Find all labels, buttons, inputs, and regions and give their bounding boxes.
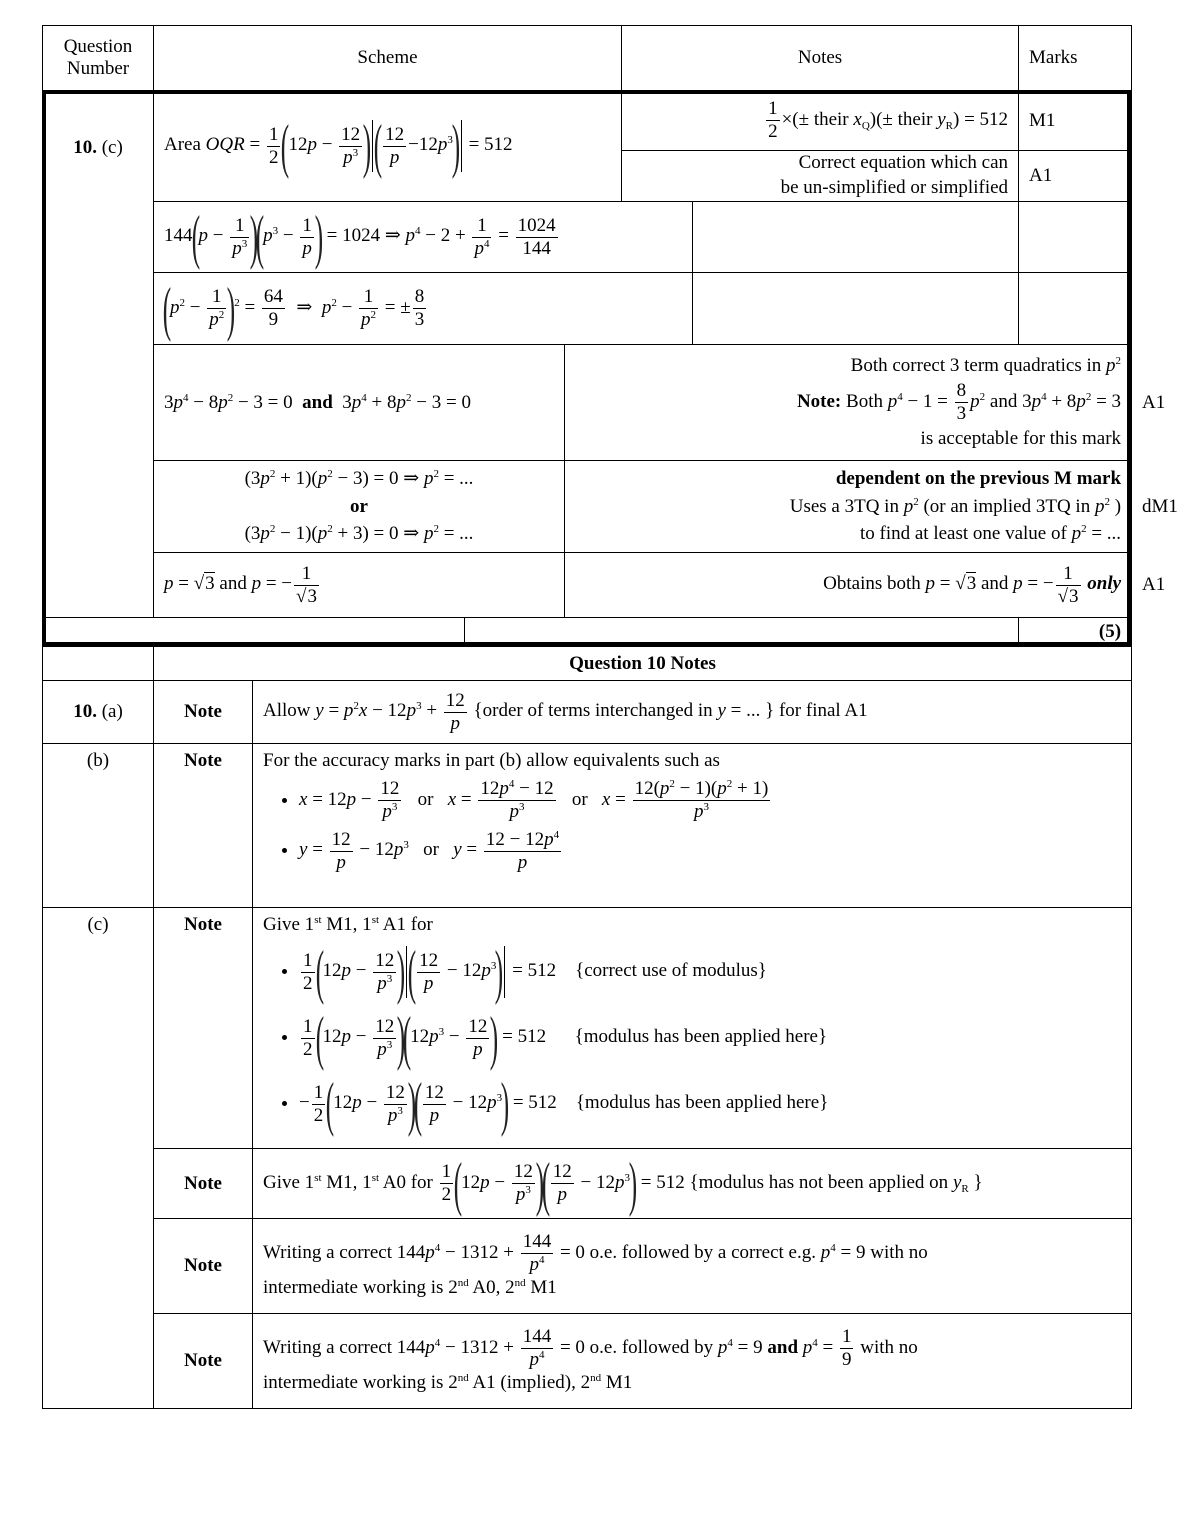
notes-label-c2: Note bbox=[154, 1149, 253, 1219]
question-number-10c: 10. (c) bbox=[43, 91, 154, 618]
total-marks: (5) bbox=[1019, 618, 1132, 646]
notes-text-c4: Writing a correct $144p^4 - 1312$ + $\frac{144}{p^4}$ = 0 o.e. followed by $p^4 = 9$ and $p^4$ = $\frac{1}{9}$ with no intermediate working is 2nd A1 (implied), 2nd M1 bbox=[253, 1314, 1132, 1409]
mark-empty-2 bbox=[1019, 273, 1132, 345]
notes-c1-bullet-1: • $\frac{1}{2}$ (12p − $\frac{12}{p^3}$ )( $\frac{12}{p}$ − $12p^3) = 512$ {correct use of modulus} bbox=[299, 942, 1121, 1002]
notes-text-c3: Writing a correct $144p^4 - 1312$ + $\frac{144}{p^4}$ = 0 o.e. followed by a correct e.g. $p^4 = 9$ with no intermediate working is 2nd A0, 2nd M1 bbox=[253, 1219, 1132, 1314]
notes-label-b: Note bbox=[154, 744, 253, 908]
notes-text-c2: Give 1st M1, 1st A0 for $\frac{1}{2}$ (12p − $\frac{12}{p^3}$ )( $\frac{12}{p}$ − $12p^3) = 512$ {modulus has not been applied on $y_R$ } bbox=[253, 1149, 1132, 1219]
notes-b-bullet-y: • y = $\frac{12}{p}$ − $12p^3$ or y = $\frac{12 - 12p^4}{p}$ bbox=[299, 829, 1121, 874]
header-scheme: Scheme bbox=[154, 26, 622, 91]
mark-scheme-table: Question Number Scheme Notes Marks 10. (c) Area OQR = $\frac{1}{2}$ (12p − $\frac{12}{p^3}$ )( $\frac{12}{p}$ $-12p^3) = 512$ $\frac{1}{2}$ ×(± their $x_Q)(\pm$ their $y_R) = 512$ M1 Correct equation which can be un-simplified or simplified A1 144(p − $\frac{1}{p^3}$ )($p^3$ − $\frac{1}{p}$ ) = 1024 ⇒ $p^4 - 2$ + $\frac{1}{p^4}$ = $\frac{1024}{144}$ ($p^2$ − $\frac{1}{p^2}$ )$^2$ = $\frac{64}{9}$ ⇒ $p^2$ − $\frac{1}{p^2}$ = ± $\frac{8}{3}$ $3p^4 - 8p^2 - 3 = 0$ and $3p^4 + 8p^2 - 3 = 0$ Both correct 3 term quadratics in $p^2$ Note: Both $p^4 - 1$ = $\frac{8}{3}$ $p^2$ and $3p^4 + 8p^2 = 3$ is acceptable for this mark A1 $(3p^2 + 1)(p^2 - 3) = 0$ ⇒ $p^2$ = ... or $(3p^2 - 1)(p^2 + 3) = 0$ ⇒ $p^2$ = ... dependent on the previous M mark Uses a 3TQ in $p^2$ (or an implied 3TQ in $p^2$ ) to find at least one value of $p^2$ = ... dM1 p = √3 and p = − $\frac{1}{√3}$ Obtains both p = √3 and p = − $\frac{1}{√3}$ only A1 (5) bbox=[42, 25, 1132, 646]
note-empty-1 bbox=[693, 202, 1019, 273]
notes-qnum-10a: 10. (a) bbox=[43, 681, 154, 744]
note-dm1: dependent on the previous M mark Uses a 3TQ in $p^2$ (or an implied 3TQ in $p^2$ ) to find at least one value of $p^2$ = ... bbox=[565, 461, 1132, 553]
note-a1-correct-equation: Correct equation which can be un-simplified or simplified bbox=[622, 151, 1019, 202]
notes-label-c1: Note bbox=[154, 908, 253, 1149]
notes-text-a: Allow $y = p^2x - 12p^3$ + $\frac{12}{p}$ {order of terms interchanged in y = ... } for final A1 bbox=[253, 681, 1132, 744]
notes-table bbox=[42, 646, 1132, 1409]
note-quadratics: Both correct 3 term quadratics in $p^2$ Note: Both $p^4 - 1$ = $\frac{8}{3}$ $p^2$ and $3p^4 + 8p^2 = 3$ is acceptable for this mark bbox=[565, 345, 1132, 461]
notes-c1-bullet-2: • $\frac{1}{2}$ (12p − $\frac{12}{p^3}$ )($12p^3$ − $\frac{12}{p}$ ) = 512 {modulus has been applied here} bbox=[299, 1008, 1121, 1068]
mark-a1-first: A1 bbox=[1019, 151, 1132, 202]
notes-qnum-b: (b) bbox=[43, 744, 154, 908]
scheme-area-equation: Area OQR = $\frac{1}{2}$ (12p − $\frac{12}{p^3}$ )( $\frac{12}{p}$ $-12p^3) = 512$ bbox=[154, 91, 622, 202]
note-final-a1: Obtains both p = √3 and p = − $\frac{1}{√3}$ only bbox=[565, 553, 1132, 618]
scheme-expansion: 144(p − $\frac{1}{p^3}$ )($p^3$ − $\frac{1}{p}$ ) = 1024 ⇒ $p^4 - 2$ + $\frac{1}{p^4}$ = $\frac{1024}{144}$ bbox=[154, 202, 693, 273]
notes-title-empty bbox=[43, 647, 154, 681]
notes-label-c3: Note bbox=[154, 1219, 253, 1314]
mark-m1: M1 bbox=[1019, 91, 1132, 151]
header-question-number: Question Number bbox=[43, 26, 154, 91]
notes-text-c1: Give 1st M1, 1st A1 for • $\frac{1}{2}$ (12p − $\frac{12}{p^3}$ )( $\frac{12}{p}$ − $12p^3) = 512$ {correct use of modulus} • $\frac{1}{2}$ (12p − $\frac{12}{p^3}$ )($12p^3$ − $\frac{12}{p}$ ) = 512 {modulus has been applied here} • − $\frac{1}{2}$ (12p − $\frac{12}{p^3}$ )( $\frac{12}{p}$ − $12p^3) = 512$ {modulus has been applied here} bbox=[253, 908, 1132, 1149]
total-empty-1 bbox=[43, 618, 465, 646]
total-empty-2 bbox=[465, 618, 1019, 646]
notes-label-a: Note bbox=[154, 681, 253, 744]
notes-text-b: For the accuracy marks in part (b) allow equivalents such as • x = 12p − $\frac{12}{p^3}$ or x = $\frac{12p^4 - 12}{p^3}$ or x = $\frac{12(p^2 - 1)(p^2 + 1)}{p^3}$ • y = $\frac{12}{p}$ − $12p^3$ or y = $\frac{12 - 12p^4}{p}$ bbox=[253, 744, 1132, 908]
header-marks: Marks bbox=[1019, 26, 1132, 91]
header-notes: Notes bbox=[622, 26, 1019, 91]
scheme-quadratics: $3p^4 - 8p^2 - 3 = 0$ and $3p^4 + 8p^2 - 3 = 0$ bbox=[154, 345, 565, 461]
note-m1: $\frac{1}{2}$ ×(± their $x_Q)(\pm$ their $y_R) = 512$ bbox=[622, 91, 1019, 151]
scheme-final-answer: p = √3 and p = − $\frac{1}{√3}$ bbox=[154, 553, 565, 618]
notes-b-bullet-x: • x = 12p − $\frac{12}{p^3}$ or x = $\frac{12p^4 - 12}{p^3}$ or x = $\frac{12(p^2 - 1)(p^2 + 1)}{p^3}$ bbox=[299, 778, 1121, 823]
scheme-squared: ($p^2$ − $\frac{1}{p^2}$ )$^2$ = $\frac{64}{9}$ ⇒ $p^2$ − $\frac{1}{p^2}$ = ± $\frac{8}{3}$ bbox=[154, 273, 693, 345]
notes-label-c4: Note bbox=[154, 1314, 253, 1409]
scheme-factorise: $(3p^2 + 1)(p^2 - 3) = 0$ ⇒ $p^2$ = ... or $(3p^2 - 1)(p^2 + 3) = 0$ ⇒ $p^2$ = ... bbox=[154, 461, 565, 553]
notes-title: Question 10 Notes bbox=[154, 647, 1132, 681]
mark-empty-1 bbox=[1019, 202, 1132, 273]
notes-c1-bullet-3: • − $\frac{1}{2}$ (12p − $\frac{12}{p^3}$ )( $\frac{12}{p}$ − $12p^3) = 512$ {modulus has been applied here} bbox=[299, 1074, 1121, 1134]
note-empty-2 bbox=[693, 273, 1019, 345]
notes-qnum-c: (c) bbox=[43, 908, 154, 1409]
